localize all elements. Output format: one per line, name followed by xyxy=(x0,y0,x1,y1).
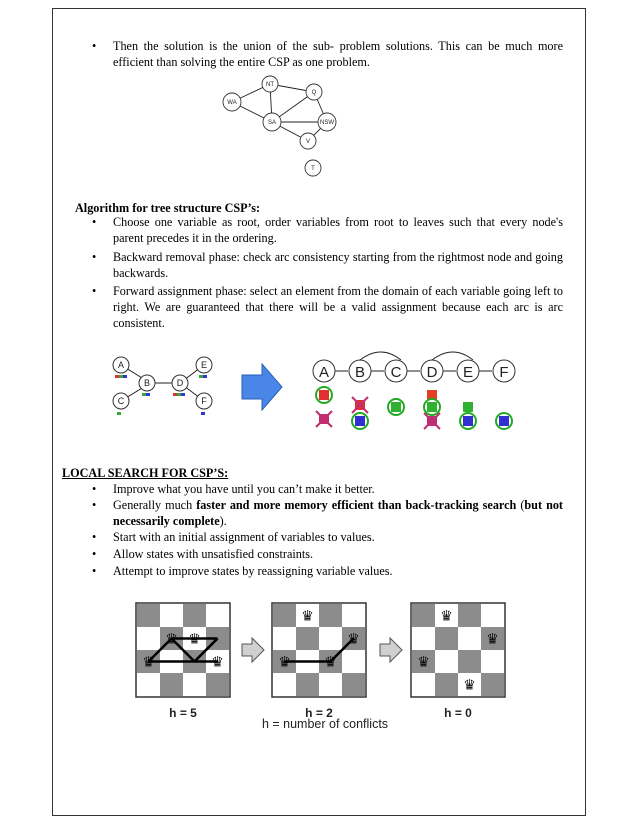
queen-icon: ♛ xyxy=(211,653,224,670)
figure-caption: h = number of conflicts xyxy=(261,717,389,731)
board-3 xyxy=(411,603,505,720)
ordered-node-b: B xyxy=(354,364,366,381)
bullet-symbol: • xyxy=(92,482,97,496)
queen-icon: ♛ xyxy=(165,630,178,647)
ordered-node-a: A xyxy=(318,364,330,381)
label-sa: SA xyxy=(267,120,277,126)
ordered-node-d: D xyxy=(426,364,438,381)
right-arrow-icon xyxy=(242,364,282,410)
board-1 xyxy=(136,603,230,720)
board-label: h = 5 xyxy=(169,706,197,720)
tree-item-3: Forward assignment phase: select an element from the domain of each variable going left to right. We are guaranteed that there will be a valid assignment because each arc is arc consistent. xyxy=(113,284,563,330)
local-item-2: Generally much faster and more memory efficient than back-tracking search (but not necessarily complete). xyxy=(113,498,563,528)
queen-icon: ♛ xyxy=(188,630,201,647)
label-nsw: NSW xyxy=(320,120,334,126)
tree-item-2: Backward removal phase: check arc consistency starting from the rightmost node and going backwards. xyxy=(113,250,563,280)
tree-csp-figure xyxy=(105,350,535,435)
bullet-symbol: • xyxy=(92,547,97,561)
queen-icon: ♛ xyxy=(486,630,499,647)
right-arrow-icon xyxy=(380,638,402,662)
tree-item-1: Choose one variable as root, order variables from root to leaves such that every node's parent precedes it in the ordering. xyxy=(113,215,563,245)
svg-text:E: E xyxy=(200,360,208,370)
svg-text:A: A xyxy=(117,360,125,370)
right-arrow-icon xyxy=(242,638,264,662)
queen-icon: ♛ xyxy=(463,676,476,693)
bullet-symbol: • xyxy=(92,39,97,53)
bullet-symbol: • xyxy=(92,530,97,544)
queen-icon: ♛ xyxy=(278,653,291,670)
label-t: T xyxy=(311,166,315,172)
ordered-node-f: F xyxy=(499,364,509,381)
n-queens-figure xyxy=(125,596,525,736)
bullet-symbol: • xyxy=(92,215,97,229)
bullet-symbol: • xyxy=(92,498,97,512)
label-wa: WA xyxy=(227,100,237,106)
svg-text:D: D xyxy=(176,378,184,388)
queen-icon: ♛ xyxy=(142,653,155,670)
top-bullet-text: Then the solution is the union of the sub- problem solutions. This can be much more efficient than solving the entire CSP as one problem. xyxy=(113,39,563,69)
local-item-1: Improve what you have until you can’t make it better. xyxy=(113,482,375,496)
board-label: h = 2 xyxy=(305,706,333,720)
ordered-node-c: C xyxy=(390,364,402,381)
label-q: Q xyxy=(311,90,317,96)
bullet-symbol: • xyxy=(92,564,97,578)
local-item-3: Start with an initial assignment of variables to values. xyxy=(113,530,375,544)
local-item-4: Allow states with unsatisfied constraints. xyxy=(113,547,314,561)
svg-text:C: C xyxy=(117,396,125,406)
local-search-heading: LOCAL SEARCH FOR CSP’S: xyxy=(62,466,229,480)
svg-text:B: B xyxy=(143,378,151,388)
label-v: V xyxy=(305,139,311,145)
queen-icon: ♛ xyxy=(417,653,430,670)
queen-icon: ♛ xyxy=(301,607,314,624)
map-coloring-graph xyxy=(210,74,350,182)
ordered-node-e: E xyxy=(462,364,474,381)
bullet-symbol: • xyxy=(92,284,97,298)
bullet-symbol: • xyxy=(92,250,97,264)
board-2 xyxy=(272,603,366,720)
label-nt: NT xyxy=(266,82,274,88)
local-item-5: Attempt to improve states by reassigning variable values. xyxy=(113,564,393,578)
tree-section-heading: Algorithm for tree structure CSP’s: xyxy=(75,201,261,215)
queen-icon: ♛ xyxy=(347,630,360,647)
svg-text:F: F xyxy=(201,396,207,406)
queen-icon: ♛ xyxy=(324,653,337,670)
queen-icon: ♛ xyxy=(440,607,453,624)
board-label: h = 0 xyxy=(444,706,472,720)
